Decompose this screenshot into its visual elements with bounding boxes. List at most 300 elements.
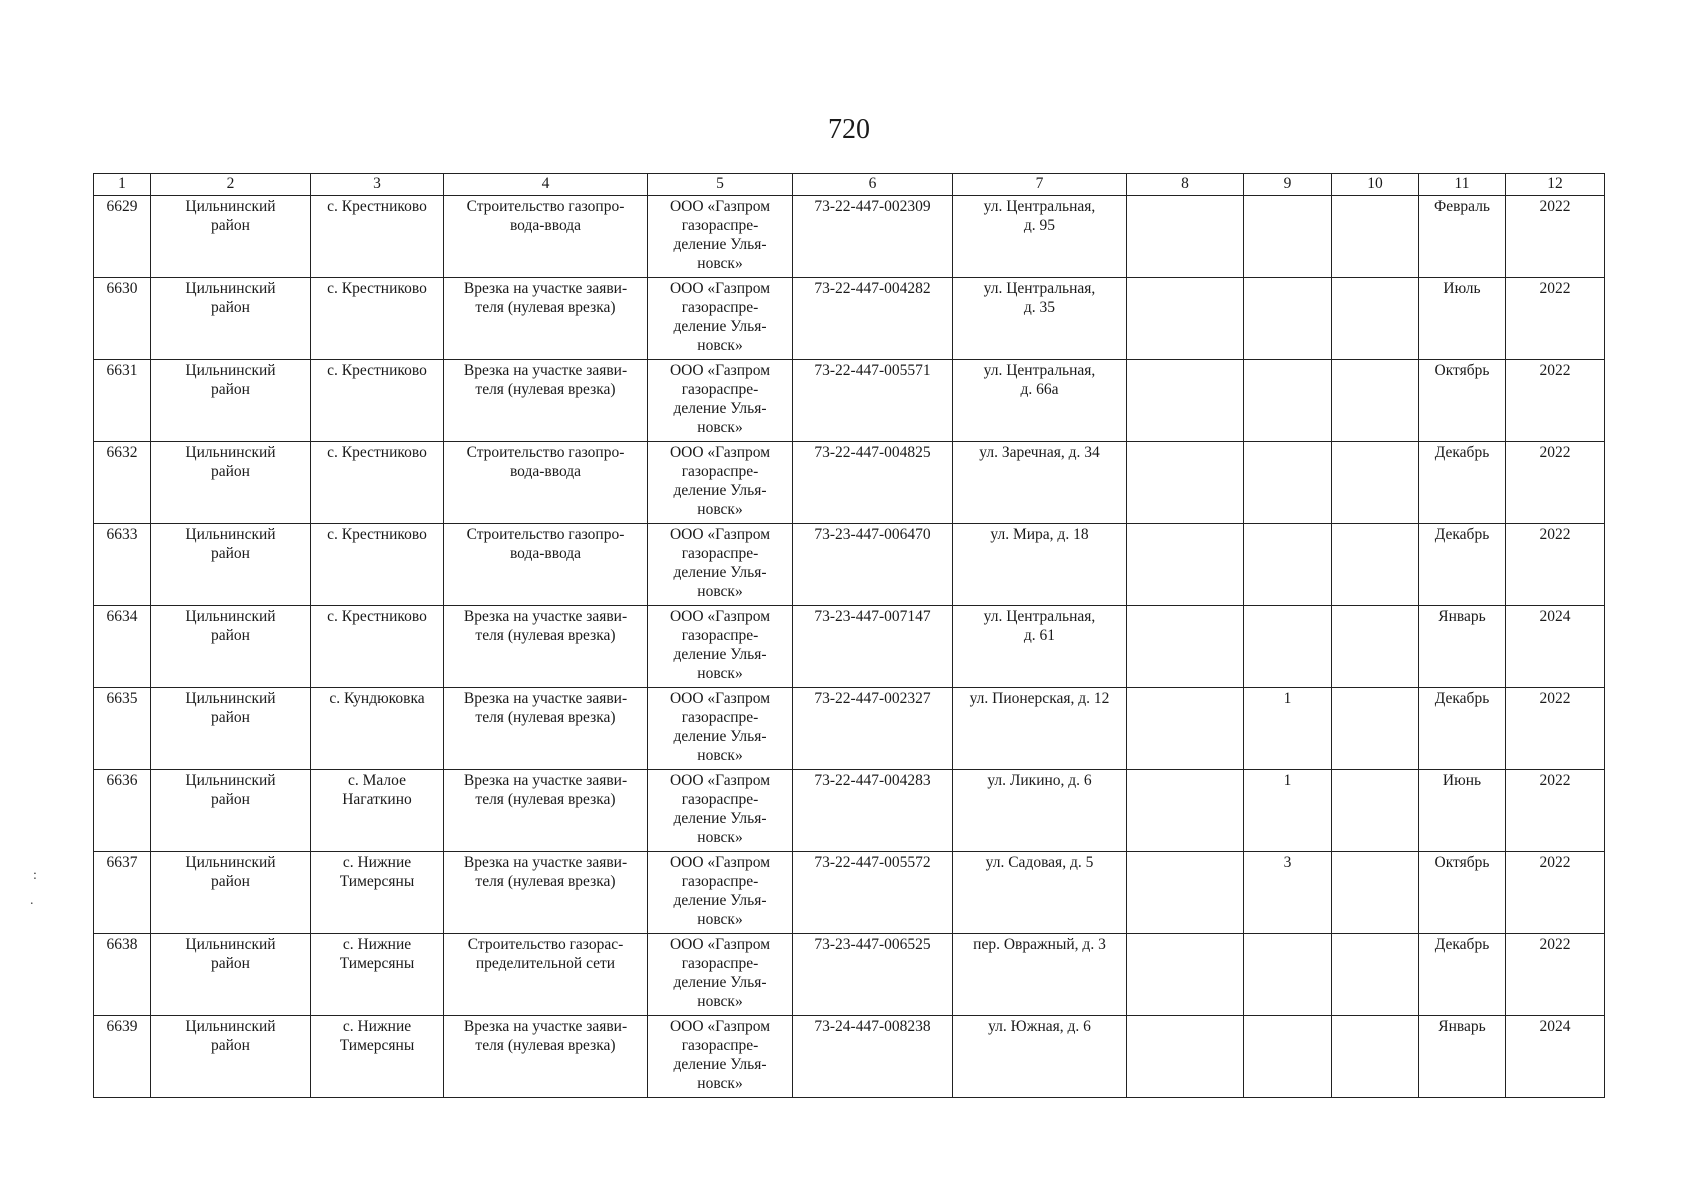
cell-year [1506,852,1605,934]
cell-line: 73-22-447-004282 [814,280,931,297]
cell-line: газораспре- [681,627,759,644]
cell-line: теля (нулевая врезка) [475,873,616,890]
cell-line: Врезка на участке заяви- [463,608,628,625]
cell-month [1419,278,1506,360]
cell-organization [648,278,793,360]
cell-line: 73-23-447-006525 [814,936,931,953]
cell-month [1419,360,1506,442]
cell-settlement [311,770,444,852]
cell-line: Декабрь [1434,526,1490,543]
cell-line: Строительство газопро- [466,198,625,215]
cell-line: ООО «Газпром [669,854,771,871]
cell-object-code [793,852,953,934]
cell-line: д. 95 [1023,217,1056,234]
cell-settlement [311,524,444,606]
cell-line: ул. Центральная, [983,198,1096,215]
cell-col-8 [1127,770,1244,852]
cell-line: газораспре- [681,299,759,316]
cell-line: деление Улья- [673,318,767,335]
cell-line: Февраль [1433,198,1490,215]
cell-settlement [311,278,444,360]
cell-year [1506,934,1605,1016]
register-table [93,173,1605,1098]
cell-object-code [793,688,953,770]
cell-work-type [444,688,648,770]
cell-line: Январь [1438,608,1486,625]
cell-line: 1 [1283,772,1292,789]
table-row [94,1016,1605,1098]
margin-mark: . [30,893,34,908]
cell-address [953,770,1127,852]
cell-line: 2022 [1539,280,1571,297]
cell-record-number [94,360,151,442]
cell-object-code [793,1016,953,1098]
cell-line: деление Улья- [673,728,767,745]
cell-line: д. 66а [1020,381,1059,398]
cell-line: газораспре- [681,217,759,234]
cell-district [151,770,311,852]
table-body [94,196,1605,1098]
cell-district [151,606,311,688]
cell-line: ООО «Газпром [669,526,771,543]
cell-line: район [211,299,250,316]
cell-organization [648,934,793,1016]
cell-address [953,934,1127,1016]
cell-line: Врезка на участке заяви- [463,280,628,297]
cell-line: 6636 [106,772,138,789]
cell-settlement [311,688,444,770]
cell-line: ул. Пионерская, д. 12 [969,690,1110,707]
cell-line: Врезка на участке заяви- [463,772,628,789]
cell-line: газораспре- [681,955,759,972]
cell-line: с. Нижние [342,854,412,871]
cell-line: 6637 [106,854,138,871]
cell-line: ООО «Газпром [669,608,771,625]
table-row [94,278,1605,360]
column-header-8: 8 [1127,174,1244,196]
cell-line: район [211,791,250,808]
cell-col-10 [1332,934,1419,1016]
cell-col-9 [1244,196,1332,278]
cell-line: Тимерсяны [339,955,415,972]
margin-mark: : [33,868,37,883]
cell-line: новск» [697,993,743,1010]
cell-line: 6630 [106,280,138,297]
cell-line: 6635 [106,690,138,707]
cell-line: д. 35 [1023,299,1056,316]
cell-line: новск» [697,911,743,928]
cell-col-10 [1332,524,1419,606]
cell-work-type [444,360,648,442]
cell-line: вода-ввода [509,217,582,234]
cell-line: 6631 [106,362,138,379]
cell-line: Строительство газопро- [466,444,625,461]
cell-district [151,442,311,524]
cell-line: 6638 [106,936,138,953]
cell-col-9 [1244,852,1332,934]
header-row [94,174,1605,196]
cell-line: 73-22-447-002327 [814,690,931,707]
cell-settlement [311,934,444,1016]
cell-year [1506,442,1605,524]
cell-month [1419,1016,1506,1098]
cell-col-8 [1127,688,1244,770]
cell-line: Цильнинский [185,1018,276,1035]
cell-line: с. Крестниково [327,280,427,297]
cell-object-code [793,360,953,442]
cell-col-8 [1127,278,1244,360]
cell-line: 73-22-447-002309 [814,198,931,215]
cell-line: район [211,627,250,644]
cell-line: деление Улья- [673,974,767,991]
cell-organization [648,360,793,442]
cell-line: 73-24-447-008238 [814,1018,931,1035]
cell-object-code [793,196,953,278]
cell-line: 2022 [1539,198,1571,215]
column-header-9: 9 [1244,174,1332,196]
cell-line: ООО «Газпром [669,280,771,297]
cell-settlement [311,1016,444,1098]
cell-col-8 [1127,934,1244,1016]
cell-line: деление Улья- [673,236,767,253]
column-header-4: 4 [444,174,648,196]
cell-organization [648,852,793,934]
cell-record-number [94,442,151,524]
cell-line: Строительство газопро- [466,526,625,543]
cell-settlement [311,606,444,688]
cell-line: Октябрь [1434,362,1490,379]
cell-work-type [444,196,648,278]
cell-organization [648,606,793,688]
cell-line: ООО «Газпром [669,362,771,379]
cell-line: ООО «Газпром [669,772,771,789]
cell-object-code [793,606,953,688]
cell-address [953,196,1127,278]
cell-col-8 [1127,524,1244,606]
cell-record-number [94,852,151,934]
cell-line: газораспре- [681,709,759,726]
cell-col-10 [1332,852,1419,934]
cell-line: деление Улья- [673,564,767,581]
cell-line: Декабрь [1434,444,1490,461]
cell-line: Цильнинский [185,444,276,461]
table-row [94,934,1605,1016]
cell-line: теля (нулевая врезка) [475,1037,616,1054]
cell-settlement [311,442,444,524]
cell-organization [648,524,793,606]
column-header-10: 10 [1332,174,1419,196]
cell-line: Врезка на участке заяви- [463,690,628,707]
cell-line: ул. Садовая, д. 5 [985,854,1094,871]
cell-col-8 [1127,442,1244,524]
cell-line: район [211,545,250,562]
cell-line: с. Кундюковка [329,690,425,707]
cell-col-9 [1244,606,1332,688]
cell-address [953,852,1127,934]
cell-line: новск» [697,255,743,272]
cell-line: с. Нижние [342,936,412,953]
cell-line: 1 [1283,690,1292,707]
cell-col-10 [1332,770,1419,852]
cell-month [1419,770,1506,852]
cell-line: Январь [1438,1018,1486,1035]
cell-year [1506,196,1605,278]
cell-work-type [444,770,648,852]
cell-line: с. Нижние [342,1018,412,1035]
table-row [94,442,1605,524]
cell-line: Декабрь [1434,690,1490,707]
cell-col-8 [1127,606,1244,688]
cell-line: газораспре- [681,1037,759,1054]
cell-record-number [94,688,151,770]
cell-record-number [94,934,151,1016]
cell-line: ООО «Газпром [669,936,771,953]
cell-line: Цильнинский [185,690,276,707]
cell-line: деление Улья- [673,646,767,663]
cell-record-number [94,278,151,360]
cell-line: ул. Центральная, [983,362,1096,379]
cell-settlement [311,852,444,934]
cell-year [1506,524,1605,606]
table-header [94,174,1605,196]
cell-object-code [793,442,953,524]
cell-line: район [211,463,250,480]
cell-line: Цильнинский [185,280,276,297]
cell-line: теля (нулевая врезка) [475,627,616,644]
column-header-3: 3 [311,174,444,196]
cell-month [1419,934,1506,1016]
cell-year [1506,1016,1605,1098]
cell-line: Цильнинский [185,362,276,379]
cell-line: пер. Овражный, д. 3 [973,936,1106,953]
cell-line: деление Улья- [673,400,767,417]
table-row [94,606,1605,688]
cell-line: 73-22-447-005572 [814,854,931,871]
cell-line: новск» [697,337,743,354]
cell-line: д. 61 [1023,627,1056,644]
cell-district [151,934,311,1016]
table-row [94,852,1605,934]
cell-line: 6639 [106,1018,138,1035]
cell-month [1419,442,1506,524]
cell-line: теля (нулевая врезка) [475,381,616,398]
cell-object-code [793,278,953,360]
cell-work-type [444,606,648,688]
cell-line: 2022 [1539,526,1571,543]
cell-col-9 [1244,278,1332,360]
table-row [94,770,1605,852]
cell-object-code [793,770,953,852]
cell-line: ООО «Газпром [669,444,771,461]
cell-line: 2024 [1539,608,1571,625]
cell-work-type [444,278,648,360]
cell-line: с. Крестниково [327,198,427,215]
cell-address [953,688,1127,770]
cell-year [1506,770,1605,852]
column-header-11: 11 [1419,174,1506,196]
cell-line: новск» [697,501,743,518]
cell-col-9 [1244,360,1332,442]
cell-district [151,278,311,360]
cell-line: ул. Мира, д. 18 [990,526,1089,543]
cell-line: деление Улья- [673,810,767,827]
cell-line: теля (нулевая врезка) [475,299,616,316]
cell-line: 6629 [106,198,138,215]
cell-organization [648,770,793,852]
cell-line: новск» [697,665,743,682]
cell-line: 3 [1283,854,1292,871]
column-header-6: 6 [793,174,953,196]
cell-col-10 [1332,1016,1419,1098]
cell-record-number [94,524,151,606]
cell-line: новск» [697,1075,743,1092]
cell-line: 2022 [1539,772,1571,789]
cell-line: новск» [697,747,743,764]
cell-year [1506,688,1605,770]
cell-work-type [444,934,648,1016]
cell-line: вода-ввода [509,545,582,562]
cell-district [151,360,311,442]
cell-line: Тимерсяны [339,873,415,890]
cell-object-code [793,524,953,606]
cell-district [151,688,311,770]
table-row [94,360,1605,442]
cell-line: с. Крестниково [327,362,427,379]
cell-address [953,360,1127,442]
cell-line: район [211,1037,250,1054]
cell-line: Нагаткино [342,791,412,808]
cell-line: Цильнинский [185,854,276,871]
cell-record-number [94,606,151,688]
cell-col-10 [1332,278,1419,360]
cell-line: деление Улья- [673,482,767,499]
cell-line: деление Улья- [673,892,767,909]
cell-line: Врезка на участке заяви- [463,1018,628,1035]
cell-line: теля (нулевая врезка) [475,791,616,808]
cell-line: Цильнинский [185,526,276,543]
cell-address [953,278,1127,360]
cell-line: 6633 [106,526,138,543]
cell-line: теля (нулевая врезка) [475,709,616,726]
cell-line: ул. Центральная, [983,280,1096,297]
cell-month [1419,852,1506,934]
cell-col-10 [1332,606,1419,688]
cell-col-8 [1127,196,1244,278]
cell-line: ул. Заречная, д. 34 [979,444,1100,461]
cell-work-type [444,524,648,606]
cell-line: пределительной сети [475,955,616,972]
cell-line: ООО «Газпром [669,690,771,707]
cell-col-9 [1244,934,1332,1016]
cell-line: вода-ввода [509,463,582,480]
cell-col-9 [1244,770,1332,852]
cell-organization [648,1016,793,1098]
cell-line: 73-22-447-004825 [814,444,931,461]
cell-line: Июнь [1442,772,1482,789]
cell-col-9 [1244,524,1332,606]
table-row [94,196,1605,278]
cell-line: деление Улья- [673,1056,767,1073]
cell-district [151,852,311,934]
cell-col-9 [1244,1016,1332,1098]
cell-address [953,442,1127,524]
cell-work-type [444,1016,648,1098]
cell-work-type [444,852,648,934]
cell-year [1506,278,1605,360]
column-header-5: 5 [648,174,793,196]
cell-work-type [444,442,648,524]
cell-object-code [793,934,953,1016]
cell-record-number [94,196,151,278]
cell-col-10 [1332,442,1419,524]
cell-line: газораспре- [681,791,759,808]
cell-line: район [211,217,250,234]
page-number: 720 [828,114,870,145]
cell-organization [648,442,793,524]
cell-line: Строительство газорас- [467,936,624,953]
cell-col-8 [1127,852,1244,934]
cell-district [151,1016,311,1098]
cell-col-8 [1127,360,1244,442]
cell-settlement [311,360,444,442]
cell-line: с. Крестниково [327,526,427,543]
cell-line: район [211,709,250,726]
cell-col-10 [1332,196,1419,278]
cell-line: 73-23-447-006470 [814,526,931,543]
cell-line: район [211,873,250,890]
cell-month [1419,606,1506,688]
cell-settlement [311,196,444,278]
cell-line: 73-22-447-004283 [814,772,931,789]
cell-month [1419,524,1506,606]
cell-line: 2022 [1539,690,1571,707]
column-header-1: 1 [94,174,151,196]
cell-month [1419,688,1506,770]
cell-line: ООО «Газпром [669,1018,771,1035]
cell-line: Врезка на участке заяви- [463,362,628,379]
cell-line: район [211,381,250,398]
cell-organization [648,688,793,770]
cell-line: Цильнинский [185,608,276,625]
cell-month [1419,196,1506,278]
cell-line: новск» [697,419,743,436]
column-header-2: 2 [151,174,311,196]
cell-line: с. Крестниково [327,444,427,461]
cell-line: с. Крестниково [327,608,427,625]
table-row [94,524,1605,606]
cell-district [151,196,311,278]
cell-line: Врезка на участке заяви- [463,854,628,871]
cell-col-10 [1332,688,1419,770]
cell-line: газораспре- [681,873,759,890]
cell-year [1506,360,1605,442]
cell-line: ООО «Газпром [669,198,771,215]
cell-line: Июль [1443,280,1481,297]
table-row [94,688,1605,770]
cell-line: новск» [697,583,743,600]
cell-line: Декабрь [1434,936,1490,953]
cell-col-9 [1244,442,1332,524]
cell-line: 6634 [106,608,138,625]
cell-line: новск» [697,829,743,846]
cell-line: 73-22-447-005571 [814,362,931,379]
cell-district [151,524,311,606]
cell-line: 2022 [1539,444,1571,461]
cell-line: Тимерсяны [339,1037,415,1054]
cell-address [953,606,1127,688]
cell-line: 2022 [1539,936,1571,953]
cell-col-10 [1332,360,1419,442]
